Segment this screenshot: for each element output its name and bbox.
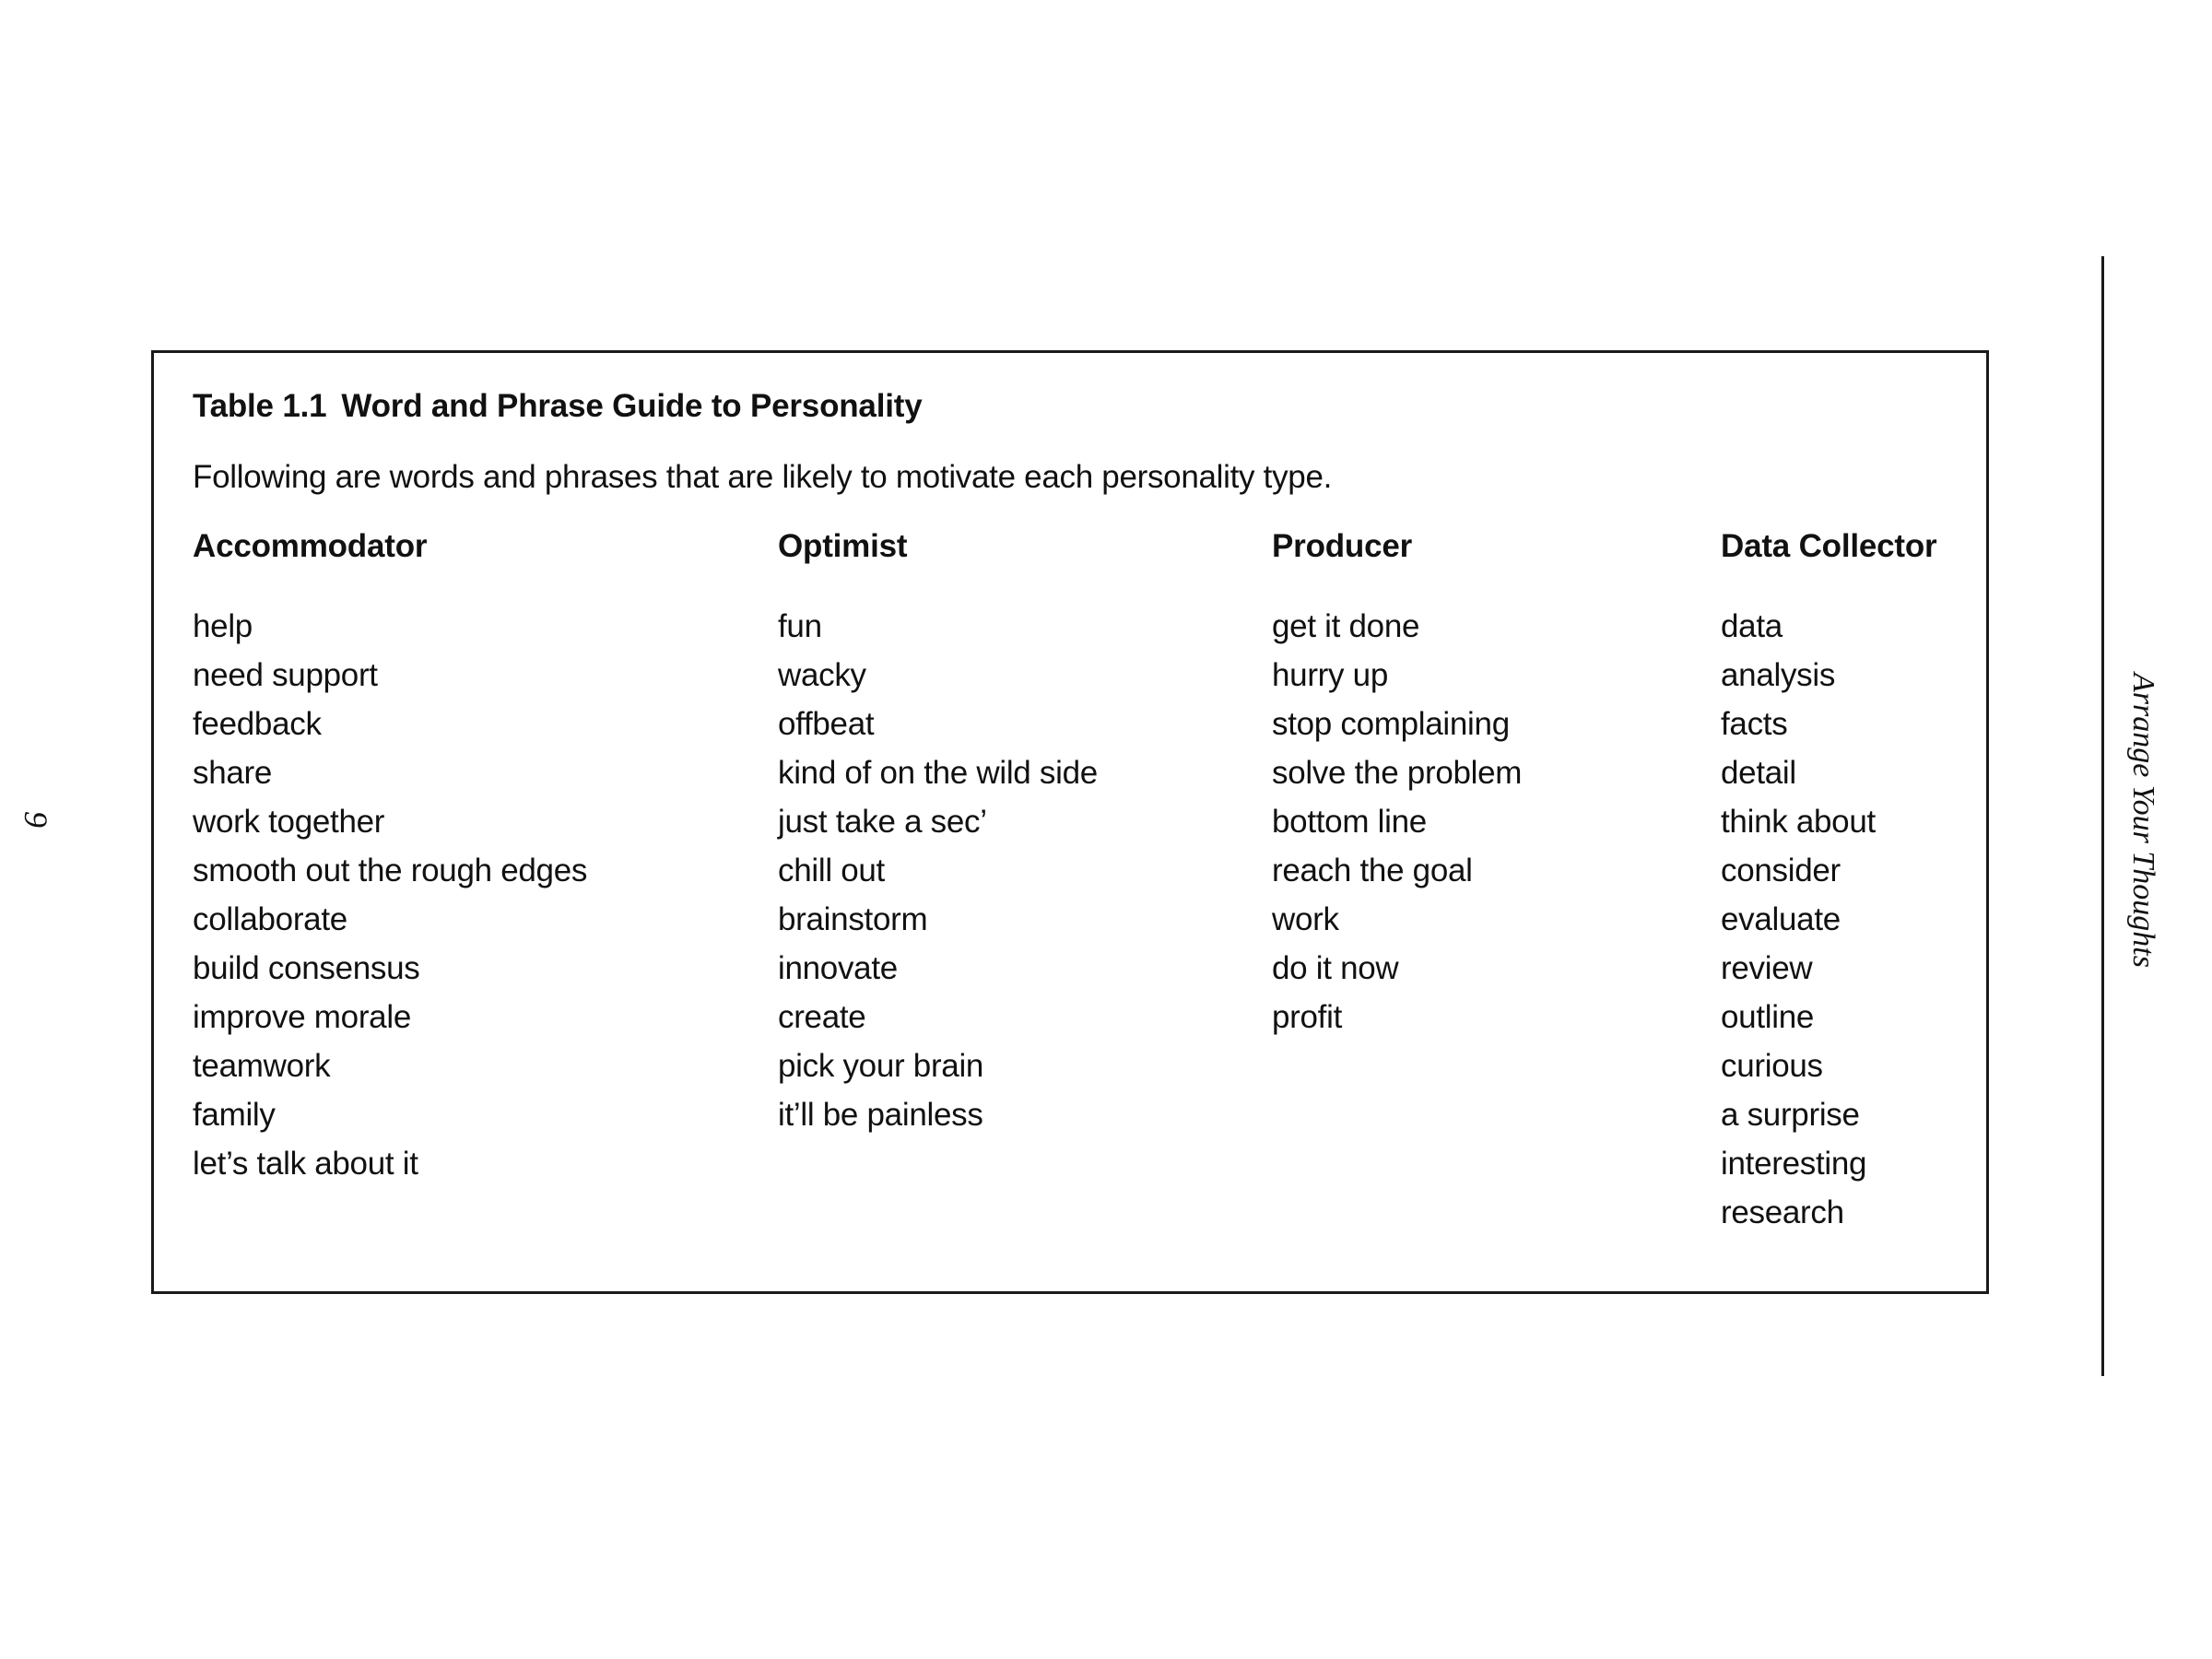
- table-title-text: Word and Phrase Guide to Personality: [341, 388, 923, 424]
- list-item: chill out: [778, 853, 885, 888]
- list-item: share: [193, 755, 273, 791]
- list-item: let’s talk about it: [193, 1146, 418, 1182]
- word-list: [1721, 602, 1936, 1237]
- list-item: help: [193, 608, 253, 644]
- list-item: innovate: [778, 950, 898, 986]
- column-header: Data Collector: [1721, 528, 1937, 564]
- list-item: a surprise: [1721, 1097, 1860, 1133]
- list-item: solve the problem: [1272, 755, 1523, 791]
- column-header: Optimist: [778, 528, 908, 564]
- list-item: analysis: [1721, 657, 1836, 693]
- list-item: curious: [1721, 1048, 1823, 1084]
- list-item: pick your brain: [778, 1048, 984, 1084]
- list-item: it’ll be painless: [778, 1097, 983, 1133]
- list-item: do it now: [1272, 950, 1399, 986]
- list-item: smooth out the rough edges: [193, 853, 588, 888]
- column-header: Producer: [1272, 528, 1413, 564]
- list-item: facts: [1721, 706, 1788, 742]
- list-item: get it done: [1272, 608, 1420, 644]
- list-item: create: [778, 999, 866, 1035]
- list-item: think about: [1721, 804, 1876, 840]
- list-item: need support: [193, 657, 378, 693]
- column-optimist: [778, 528, 1098, 1139]
- list-item: feedback: [193, 706, 322, 742]
- column-accommodator: [193, 528, 587, 1188]
- list-item: hurry up: [1272, 657, 1388, 693]
- list-item: improve morale: [193, 999, 411, 1035]
- table-box: [151, 350, 1989, 1294]
- list-item: work together: [193, 804, 385, 840]
- list-item: bottom line: [1272, 804, 1427, 840]
- list-item: reach the goal: [1272, 853, 1473, 888]
- list-item: outline: [1721, 999, 1815, 1035]
- list-item: collaborate: [193, 901, 347, 937]
- list-item: offbeat: [778, 706, 875, 742]
- list-item: wacky: [778, 657, 866, 693]
- list-item: detail: [1721, 755, 1796, 791]
- word-list: [778, 602, 1098, 1139]
- page-number: 9: [18, 811, 54, 828]
- table-title: [193, 388, 922, 425]
- running-head: [2124, 645, 2161, 995]
- column-data-collector: [1721, 528, 1936, 1237]
- list-item: review: [1721, 950, 1813, 986]
- table-label: Table 1.1: [193, 388, 327, 424]
- column-producer: [1272, 528, 1522, 1041]
- list-item: research: [1721, 1194, 1844, 1230]
- list-item: work: [1272, 901, 1339, 937]
- column-header: Accommodator: [193, 528, 428, 564]
- margin-rule: [2101, 256, 2104, 1376]
- word-list: [193, 602, 587, 1188]
- list-item: evaluate: [1721, 901, 1841, 937]
- list-item: profit: [1272, 999, 1343, 1035]
- word-list: [1272, 602, 1522, 1041]
- list-item: teamwork: [193, 1048, 331, 1084]
- list-item: kind of on the wild side: [778, 755, 1098, 791]
- list-item: fun: [778, 608, 822, 644]
- running-head-text: Arrange Your Thoughts: [2126, 673, 2160, 968]
- list-item: just take a sec’: [778, 804, 987, 840]
- list-item: build consensus: [193, 950, 420, 986]
- table-intro: Following are words and phrases that are likely to motivate each personality type.: [193, 459, 1333, 495]
- list-item: data: [1721, 608, 1783, 644]
- list-item: family: [193, 1097, 276, 1133]
- list-item: stop complaining: [1272, 706, 1510, 742]
- list-item: consider: [1721, 853, 1841, 888]
- list-item: interesting: [1721, 1146, 1867, 1182]
- list-item: brainstorm: [778, 901, 928, 937]
